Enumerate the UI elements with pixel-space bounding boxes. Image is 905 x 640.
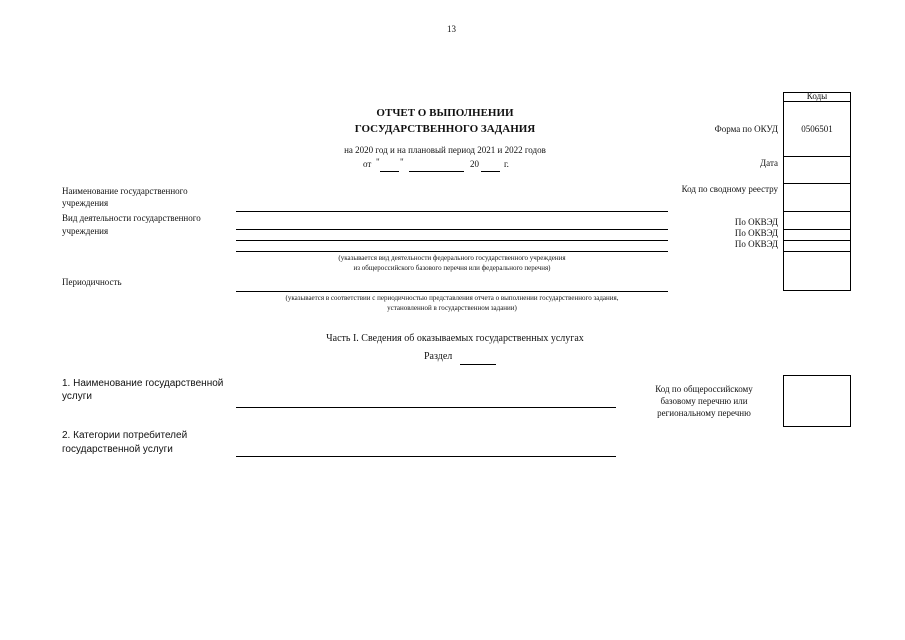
codes-divider (783, 240, 851, 241)
registry-code-label: Код по сводному реестру (681, 184, 778, 194)
okved-label: По ОКВЭД (734, 217, 778, 227)
section-label: Раздел (424, 351, 453, 362)
activity-field[interactable] (236, 240, 668, 241)
date-year-field[interactable] (481, 171, 500, 172)
activity-note: (указывается вид деятельности федерального государственного учреждения (338, 254, 566, 262)
date-quote-close: " (400, 157, 404, 167)
forma-okud-label: Форма по ОКУД (714, 124, 778, 134)
periodicity-field[interactable] (236, 291, 668, 292)
codes-divider (783, 229, 851, 230)
activity-label: Вид деятельности государственного (62, 213, 201, 223)
basic-list-code-label: Код по общероссийскому (655, 384, 753, 394)
codes-header: Коды (806, 91, 828, 101)
okved-label: По ОКВЭД (734, 228, 778, 238)
activity-field[interactable] (236, 251, 668, 252)
date-year-suffix: г. (504, 159, 509, 169)
date-month-field[interactable] (409, 171, 464, 172)
okved-label: По ОКВЭД (734, 239, 778, 249)
section-number-field[interactable] (460, 364, 496, 365)
institution-name-label: учреждения (62, 198, 109, 208)
date-quote-open: " (376, 157, 380, 167)
service-name-label: 1. Наименование государственной (62, 378, 224, 389)
codes-divider (783, 156, 851, 157)
date-year-prefix: 20 (470, 159, 479, 169)
consumers-label: государственной услуги (62, 444, 173, 455)
date-from: от (363, 159, 372, 169)
page-number: 13 (447, 24, 456, 34)
date-day-field[interactable] (380, 171, 399, 172)
part-title: Часть I. Сведения об оказываемых государственных услугах (326, 333, 584, 344)
service-name-label: услуги (62, 391, 92, 402)
activity-label: учреждения (62, 226, 109, 236)
codes-divider (783, 211, 851, 212)
date-label: Дата (760, 158, 778, 168)
report-subtitle: ГОСУДАРСТВЕННОГО ЗАДАНИЯ (354, 123, 536, 135)
codes-divider (783, 183, 851, 184)
service-name-field[interactable] (236, 407, 616, 408)
forma-okud-value: 0506501 (801, 124, 833, 134)
activity-note: из общероссийского базового перечня или федерального перечня) (353, 264, 551, 272)
institution-name-label: Наименование государственного (62, 186, 188, 196)
basic-list-code-label: региональному перечню (657, 408, 751, 418)
consumers-field[interactable] (236, 456, 616, 457)
periodicity-note: установленной в государственном задании) (387, 304, 517, 312)
basic-list-code-label: базовому перечню или (660, 396, 748, 406)
period-line: на 2020 год и на плановый период 2021 и 2022 годов (344, 145, 546, 155)
periodicity-label: Периодичность (62, 277, 122, 287)
codes-divider (783, 251, 851, 252)
institution-name-field[interactable] (236, 211, 668, 212)
report-title: ОТЧЕТ О ВЫПОЛНЕНИИ (376, 107, 514, 119)
codes-table (783, 92, 851, 291)
basic-list-code-box[interactable] (783, 375, 851, 427)
consumers-label: 2. Категории потребителей (62, 430, 188, 441)
activity-field[interactable] (236, 229, 668, 230)
periodicity-note: (указывается в соответствии с периодичностью представления отчета о выполнении государственного задания, (285, 294, 619, 302)
codes-divider (783, 101, 851, 102)
